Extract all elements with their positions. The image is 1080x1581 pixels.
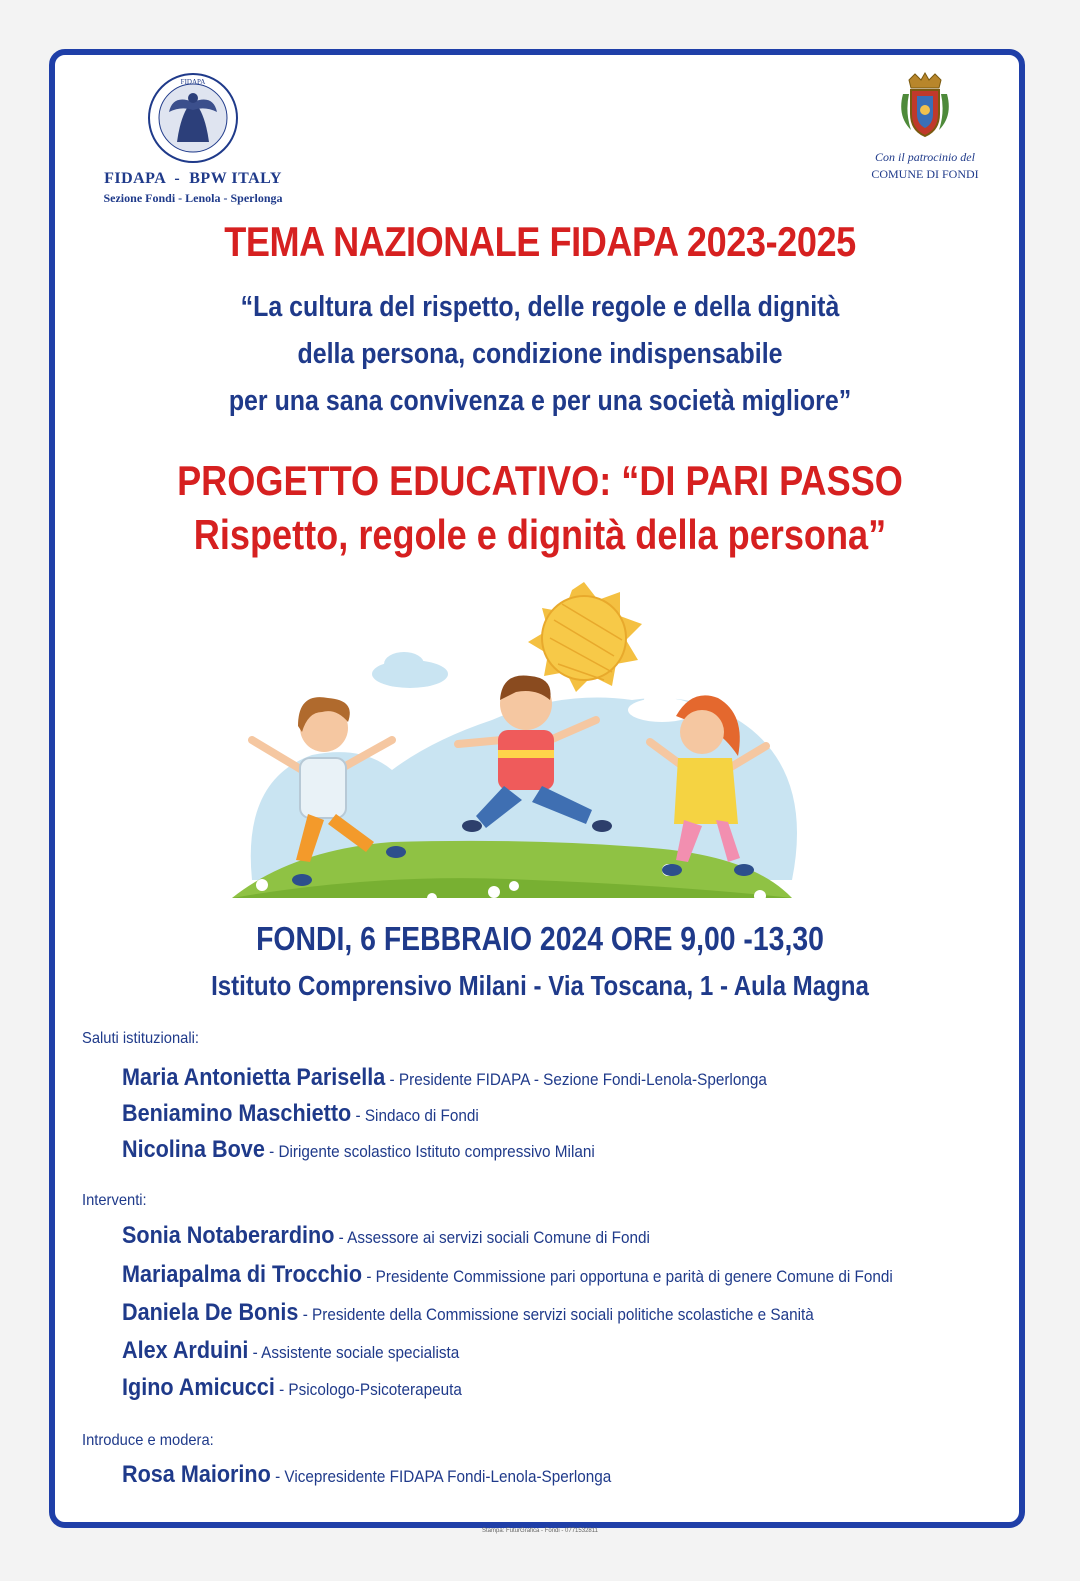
speaker-name: Sonia Notaberardino — [122, 1222, 335, 1249]
talk-speaker-3 — [122, 1299, 814, 1327]
greeting-speaker-2 — [122, 1100, 479, 1128]
org-name: FIDAPA - BPW ITALY — [104, 170, 282, 187]
speaker-role: - Psicologo-Psicoterapeuta — [274, 1380, 462, 1399]
theme-quote-line2: della persona, condizione indispensabile — [297, 338, 783, 370]
fidapa-emblem-icon — [147, 72, 239, 164]
talk-speaker-5 — [122, 1374, 462, 1402]
theme-title: TEMA NAZIONALE FIDAPA 2023-2025 — [224, 218, 856, 265]
speaker-role: - Dirigente scolastico Istituto compressivo Milani — [264, 1142, 595, 1161]
patronage-line1: Con il patrocinio del — [875, 150, 975, 164]
cloud-icon — [372, 652, 448, 688]
greetings-label: Saluti istituzionali: — [82, 1030, 199, 1047]
children-jumping-illustration — [232, 580, 812, 910]
project-title — [127, 454, 953, 562]
speaker-name: Mariapalma di Trocchio — [122, 1261, 363, 1288]
talk-speaker-2 — [122, 1261, 893, 1289]
speaker-role: - Assessore ai servizi sociali Comune di Fondi — [334, 1228, 650, 1247]
event-date-time: FONDI, 6 FEBBRAIO 2024 ORE 9,00 -13,30 — [256, 920, 824, 957]
event-venue: Istituto Comprensivo Milani - Via Toscana, 1 - Aula Magna — [211, 970, 869, 1001]
sun-icon — [528, 582, 642, 692]
speaker-name: Maria Antonietta Parisella — [122, 1064, 386, 1091]
theme-quote — [127, 284, 953, 425]
org-section: Sezione Fondi - Lenola - Sperlonga — [103, 191, 283, 205]
speaker-role: - Presidente della Commissione servizi sociali politiche scolastiche e Sanità — [298, 1305, 814, 1324]
speaker-role: - Presidente FIDAPA - Sezione Fondi-Lenola-Sperlonga — [385, 1070, 767, 1089]
comune-logo-block — [850, 72, 1000, 182]
greeting-speaker-3 — [122, 1136, 595, 1164]
theme-quote-line1: “La cultura del rispetto, delle regole e della dignità — [240, 291, 840, 323]
svg-text:FIDAPA: FIDAPA — [180, 78, 206, 86]
speaker-name: Beniamino Maschietto — [122, 1100, 352, 1127]
speaker-name: Rosa Maiorino — [122, 1461, 271, 1488]
speaker-name: Nicolina Bove — [122, 1136, 265, 1163]
talk-speaker-1 — [122, 1222, 650, 1250]
coat-of-arms-icon — [895, 72, 955, 140]
greeting-speaker-1 — [122, 1064, 767, 1092]
talks-label: Interventi: — [82, 1192, 147, 1209]
fidapa-logo-block — [88, 72, 298, 206]
printer-credit: Stampa: FuturGrafica - Fondi - 0771532811 — [482, 1528, 598, 1534]
talk-speaker-4 — [122, 1337, 459, 1365]
moderator-speaker — [122, 1461, 611, 1489]
speaker-role: - Assistente sociale specialista — [248, 1343, 460, 1362]
patronage-line2: COMUNE DI FONDI — [871, 167, 979, 181]
speaker-name: Alex Arduini — [122, 1337, 249, 1364]
speaker-name: Igino Amicucci — [122, 1374, 275, 1401]
project-title-line2: Rispetto, regole e dignità della persona” — [193, 511, 887, 558]
speaker-role: - Vicepresidente FIDAPA Fondi-Lenola-Sperlonga — [270, 1467, 612, 1486]
project-title-line1: PROGETTO EDUCATIVO: “DI PARI PASSO — [177, 457, 903, 504]
theme-quote-line3: per una sana convivenza e per una società migliore” — [228, 385, 852, 417]
speaker-role: - Presidente Commissione pari opportuna e parità di genere Comune di Fondi — [362, 1267, 893, 1286]
speaker-role: - Sindaco di Fondi — [351, 1106, 479, 1125]
moderator-label: Introduce e modera: — [82, 1432, 214, 1449]
speaker-name: Daniela De Bonis — [122, 1299, 299, 1326]
